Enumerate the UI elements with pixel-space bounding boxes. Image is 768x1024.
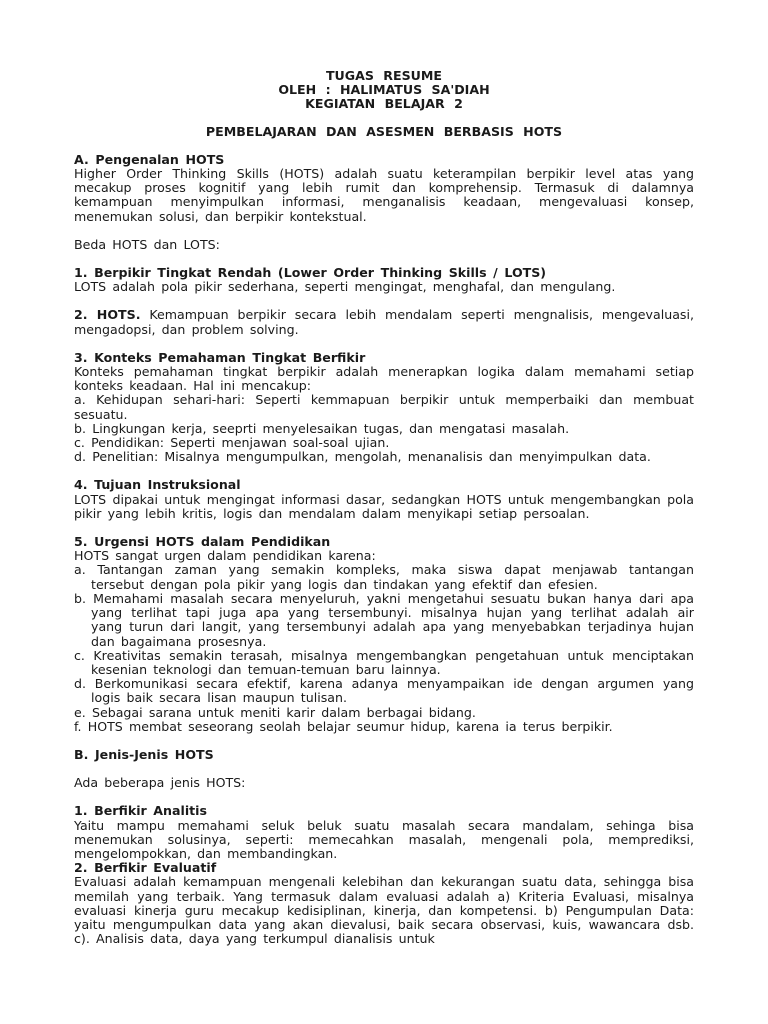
- urgensi-item-b: b. Memahami masalah secara menyeluruh, yakni mengetahui sesuatu bukan hanya dari apa yang terlihat tapi juga apa yang tersembunyi. misalnya hujan yang terlihat adalah air yang turun dari langit, yang tersembunyi adalah apa yang menyebabkan terjadinya hujan dan bagaimana prosesnya.: [74, 590, 694, 649]
- lots-heading: 1. Berpikir Tingkat Rendah (Lower Order Thinking Skills / LOTS): [74, 265, 547, 281]
- konteks-item-a: a. Kehidupan sehari-hari: Seperti kemmapuan berpikir untuk memperbaiki dan membuat sesuatu.: [74, 392, 694, 422]
- konteks-item-c: c. Pendidikan: Seperti menjawan soal-soal ujian.: [74, 435, 390, 451]
- urgensi-intro: HOTS sangat urgen dalam pendidikan karena:: [74, 548, 376, 564]
- tujuan-heading: 4. Tujuan Instruksional: [74, 477, 241, 493]
- urgensi-item-f: f. HOTS membat seseorang seolah belajar seumur hidup, karena ia terus berpikir.: [74, 718, 613, 734]
- section-a-heading: A. Pengenalan HOTS: [74, 151, 225, 167]
- urgensi-item-a: a. Tantangan zaman yang semakin kompleks, maka siswa dapat menjawab tantangan tersebut dengan pola pikir yang logis dan tindakan yang efektif dan efesien.: [74, 562, 694, 592]
- doc-title: PEMBELAJARAN DAN ASESMEN BERBASIS HOTS: [205, 123, 563, 139]
- urgensi-item-e: e. Sebagai sarana untuk meniti karir dalam berbagai bidang.: [74, 704, 476, 720]
- beda-hots-lots: Beda HOTS dan LOTS:: [74, 236, 220, 252]
- doc-header-line3: KEGIATAN BELAJAR 2: [305, 96, 463, 112]
- lots-text: LOTS adalah pola pikir sederhana, seperti mengingat, menghafal, dan mengulang.: [74, 279, 616, 295]
- urgensi-item-d: d. Berkomunikasi secara efektif, karena adanya menyampaikan ide dengan argumen yang logis baik secara lisan maupun tulisan.: [74, 676, 694, 706]
- konteks-item-b: b. Lingkungan kerja, seeprti menyelesaikan tugas, dan mengatasi masalah.: [74, 420, 570, 436]
- konteks-heading: 3. Konteks Pemahaman Tingkat Berfikir: [74, 349, 366, 365]
- doc-header-line2: OLEH : HALIMATUS SA'DIAH: [278, 82, 490, 98]
- evaluatif-heading: 2. Berfikir Evaluatif: [74, 860, 217, 876]
- urgensi-item-c: c. Kreativitas semakin terasah, misalnya mengembangkan pengetahuan untuk menciptakan kesenian teknologi dan temuan-temuan baru lainnya.: [74, 647, 694, 677]
- hots-label: 2. HOTS.: [74, 307, 141, 323]
- section-b-intro: Ada beberapa jenis HOTS:: [74, 775, 246, 791]
- konteks-item-d: d. Penelitian: Misalnya mengumpulkan, mengolah, menanalisis dan menyimpulkan data.: [74, 449, 651, 465]
- konteks-intro: Konteks pemahaman tingkat berpikir adalah menerapkan logika dalam memahami setiap konteks keadaan. Hal ini mencakup:: [74, 364, 694, 394]
- evaluatif-text: Evaluasi adalah kemampuan mengenali kelebihan dan kekurangan suatu data, sehingga bisa memilah yang terbaik. Yang termasuk dalam evaluasi adalah a) Kriteria Evaluasi, misalnya evaluasi kinerja guru mecakup kedisiplinan, kinerja, dan kompetensi. b) Pengumpulan Data: yaitu mengumpulkan data yang akan dievalusi, baik secara observasi, kuis, wawancara dsb. c). Analisis data, daya yang terkumpul dianalisis untuk: [74, 874, 694, 947]
- hots-text: Kemampuan berpikir secara lebih mendalam seperti mengnalisis, mengevaluasi, mengadopsi, dan problem solving.: [74, 307, 694, 337]
- section-b-heading: B. Jenis-Jenis HOTS: [74, 746, 214, 762]
- section-a-intro: Higher Order Thinking Skills (HOTS) adalah suatu keterampilan berpikir level atas yang mecakup proses kognitif yang lebih rumit dan komprehensip. Termasuk di dalamnya kemampuan menyimpulkan informasi, menganalisis keadaan, mengevaluasi konsep, menemukan solusi, dan berpikir kontekstual.: [74, 166, 694, 224]
- analitis-text: Yaitu mampu memahami seluk beluk suatu masalah secara mandalam, sehinga bisa menemukan solusinya, seperti: memecahkan masalah, mengenali pola, memprediksi, mengelompokkan, dan membandingkan.: [74, 817, 694, 861]
- doc-header-line1: TUGAS RESUME: [325, 68, 443, 83]
- analitis-heading: 1. Berfikir Analitis: [74, 803, 207, 819]
- urgensi-heading: 5. Urgensi HOTS dalam Pendidikan: [74, 534, 331, 550]
- hots-paragraph: [74, 308, 694, 336]
- tujuan-text: LOTS dipakai untuk mengingat informasi dasar, sedangkan HOTS untuk mengembangkan pola pikir yang lebih kritis, logis dan mendalam dalam menyikapi setiap persoalan.: [74, 491, 694, 521]
